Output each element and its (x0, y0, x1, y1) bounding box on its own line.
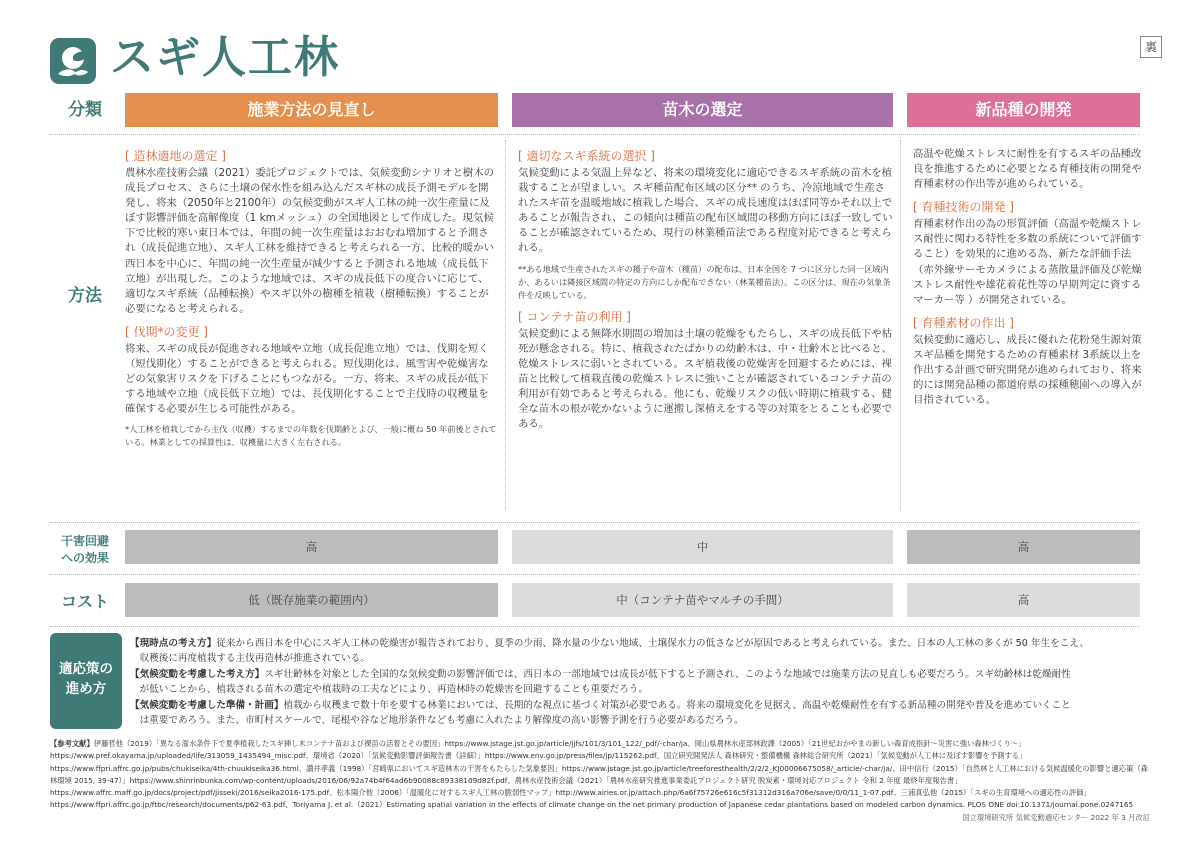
considered-text: スギ壮齢林を対象とした全国的な気候変動の影響評価では、西日本の一部地域では成長が低下すると予測され、このような地域では施業方法の見直しも必要だろう。スギ幼齢林は乾燥耐性 (264, 668, 1071, 680)
current-text-cont: 収穫後に再度植栽する主伐再造林が推進されている。 (139, 653, 370, 665)
cost-new-variety: 高 (907, 583, 1140, 617)
cost-silviculture: 低（既存施業の範囲内） (125, 583, 498, 617)
row-label-line: 干害回避 (60, 534, 109, 548)
side-badge: 裏 (1140, 36, 1162, 58)
leaf-icon (50, 38, 96, 84)
adaptation-label-line: 適応策の (59, 661, 113, 677)
references-text: 伊藤哲他（2019）「異なる潅水条件下で夏季植栽したスギ挿し木コンテナ苗および裸苗の活着とその要因」https://www.jstage.jst.go.jp/article/jjfs/101/3/101_122/_pdf/-char/ja、岡山県農林水産部林政課（2005）「21世紀おかやまの新しい森育成指針～災害に強い森林づくり～」https://www.pref.okayama.jp/uploaded/life/313059_1435494_misc.pdf、環境省（2020）「気候変動影響評価報告書（詳細）」https://www.env.go.jp/press/files/jp/115262.pdf、国立研究開発法人 森林研究・整備機構 森林総合研究所（2021）「気候変動が人工林に及ぼす影響を予測する」https://www.ffpri.affrc.go.jp/pubs/chukiseika/4th-chuukiseika36.html、讃井孝義（1998）「宮崎県においてスギ造林木の干害をもたらした気象要因」https://www.jstage.jst.go.jp/article/treeforesthealth/2/2/2_KJ00006675058/_article/-char/ja/、田中信行（2015）「自然林と人工林における気候温暖化の影響と適応策（森林環境 2015, 39-47）」https://www.shinrinbunka.com/wp-content/uploads/2016/06/92a74b4f64ad6b90088c89338109d82f.pdf、農林水産技術会議（2021）「農林水産研究推進事業委託プロジェクト研究 脱炭素・環境対応プロジェクト 令和 2 年度 最終年度報告書」https://www.affrc.maff.go.jp/docs/project/pdf/jisseki/2016/seika2016-175.pdf、松本陽介他（2006）「温暖化に対するスギ人工林の脆弱性マップ」http://www.airies.or.jp/attach.php/6a6f75726e616c5f31312d316a706e/save/0/0/11_1-07.pdf、三浦真弘他（2015）「スギの生育環境への適応性の評価」https://www.ffpri.affrc.go.jp/ftbc/research/documents/p62-63.pdf、Toriyama J. et al.（2021）Estimating spatial variation in the effects of climate change on the net primary production of Japanese cedar plantations based on modeled carbon dynamics. PLOS ONE doi:10.1371/journal.pone.0247165 (50, 739, 1148, 810)
section-heading: [ 適切なスギ系統の選択 ] (518, 149, 655, 163)
divider (50, 522, 1140, 523)
adaptation-label-line: 進め方 (65, 681, 107, 697)
footnote: **ある地域で生産されたスギの種子や苗木（種苗）の配布は、日本全国を 7 つに区分した同一区域内か、あるいは隣接区域間の特定の方向にしか配布できない（林業種苗法）。この区分は、現在の気象条件を反映している。 (518, 263, 891, 300)
category-new-variety: 新品種の開発 (907, 93, 1140, 127)
row-label-drought-effect (50, 533, 120, 567)
section-body: 育種素材作出の為の形質評価（高温や乾燥ストレス耐性に関わる特性を多数の系統について評価すること）を効果的に進める為、新たな評価手法（赤外線サーモカメラによる蒸散量評価及び乾燥ストレス耐性や雄花着花性等の早期判定に資するマーカー等 ）が開発されている。 (913, 218, 1142, 306)
page-title: スギ人工林 (110, 32, 340, 83)
section-body: 農林水産技術会議（2021）委託プロジェクトでは、気候変動シナリオと樹木の成長プロセス、さらに土壌の保水性を組み込んだスギ林の成長予測モデルを開発し、将来（2050年と2100年）の気候変動がスギ人工林の純一次生産量に及ぼす影響評価を高解像度（1 kmメッシュ）の全国地図として作成した。現気候下で比較的寒い東日本では、年間の純一次生産量はおおむね増加すると予測され（成長促進立地）、スギ人工林を維持できると考えられる一方、比較的暖かい西日本を中心に、年間の純一次生産量が減少すると予測される地域（成長低下立地）が出現した。このような地域では、スギの成長低下の度合いに応じて、適切なスギ系統（品種転換）やスギ以外の樹種を植栽（樹種転換）することが必要になると考えられる。 (125, 167, 495, 315)
section-body: 気候変動による気温上昇など、将来の環境変化に適応できるスギ系統の苗木を植栽することが望ましい。スギ種苗配布区域の区分** のうち、冷涼地域で生産されたスギ苗を温暖地域に植栽した場合、スギの成長速度はほぼ同等かそれ以上であることが報告され、この傾向は種苗の配布区域間の移動方向にほぼ一致していることが確認されているため、現行の林業種苗法である程度対応できると考えられる。 (518, 167, 893, 255)
section-body: 高温や乾燥ストレスに耐性を有するスギの品種改良を推進するために必要となる育種技術の開発や育種素材の作出等が進められている。 (913, 148, 1142, 191)
logo (50, 38, 96, 84)
plan-text: 植栽から収穫まで数十年を要する林業においては、長期的な視点に基づく対策が必要である。将来の環境変化を見据え、高温や乾燥耐性を有する新品種の開発や普及を進めていくこと (283, 699, 1071, 711)
adaptation-label (50, 633, 122, 729)
category-seedling: 苗木の選定 (512, 93, 893, 127)
references-label: 【参考文献】 (50, 739, 94, 748)
drought-effect-seedling: 中 (512, 530, 893, 564)
references (50, 738, 1150, 812)
section-body: 気候変動による無降水期間の増加は土壌の乾燥をもたらし、スギの成長低下や枯死が懸念される。特に、植栽されたばかりの幼齢木は、中・壮齢木と比べると、乾燥ストレスに弱いとされている。スギ植栽後の乾燥害を回避するためには、裸苗と比較して植栽直後の乾燥ストレスに強いことが確認されているコンテナ苗の利用が有効であると考えられる。他にも、乾燥リスクの低い時期に植栽する、健全な苗木の根が乾かないように運搬し深植えをする等の対策をとることも必要である。 (518, 327, 893, 431)
section-body: 気候変動に適応し、成長に優れた花粉発生源対策スギ品種を開発するための育種素材 3系統以上を作出する計画で研究開発が進められており、将来的には開発品種の都道府県の採種穂園への導入が目指されている。 (913, 333, 1142, 407)
drought-effect-silviculture: 高 (125, 530, 498, 564)
considered-text-cont: が低いことから、植栽される苗木の選定や植栽時の工夫などにより、再造林時の乾燥害を回避することも重要だろう。 (139, 684, 649, 696)
adaptation-text (130, 636, 1150, 728)
divider (50, 574, 1140, 575)
row-label-cost: コスト (60, 592, 109, 611)
plan-text-cont: は重要であろう。また、市町村スケールで、尾根や谷など地形条件なども考慮に入れたより解像度の高い影響予測を行う必要があるだろう。 (139, 715, 744, 727)
row-label-classification: 分類 (68, 100, 102, 120)
section-heading: [ 造林適地の選定 ] (125, 149, 226, 163)
current-label: 【現時点の考え方】 (130, 638, 217, 649)
row-label-line: への効果 (60, 551, 109, 565)
plan-label: 【気候変動を考慮した準備・計画】 (130, 699, 284, 711)
section-body: 将来、スギの成長が促進される地域や立地（成長促進立地）では、伐期を短く（短伐期化）することができると考えられる。短伐期化は、風雪害や乾燥害などの気象害リスクを下げることにもつながる。一方、将来、スギの成長が低下する地域や立地（成長低下立地）では、長伐期化することで主伐時の収穫量を確保する必要が生じる可能性がある。 (125, 342, 489, 416)
section-heading: [ 育種素材の作出 ] (913, 315, 1014, 330)
section-heading: [ 伐期*の変更 ] (125, 324, 208, 339)
current-text: 従来から西日本を中心にスギ人工林の乾燥害が報告されており、夏季の少雨、降水量の少ない地域、土壌保水力の低さなどが原因であると考えられている。また、日本の人工林の多くが 50 年生をこえ、 (216, 638, 1090, 649)
method-column-new-variety (913, 147, 1142, 414)
section-heading: [ 育種技術の開発 ] (913, 200, 1014, 215)
method-column-silviculture (125, 147, 498, 449)
section-heading: [ コンテナ苗の利用 ] (518, 309, 631, 324)
footnote: *人工林を植栽してから主伐（収穫）するまでの年数を伐期齢とよび、一般に概ね 50 年前後とされている。林業としての採算性は、収穫量に大きく左右される。 (125, 424, 497, 448)
category-silviculture: 施業方法の見直し (125, 93, 498, 127)
cost-seedling: 中（コンテナ苗やマルチの手間） (512, 583, 893, 617)
row-label-method: 方法 (68, 286, 102, 306)
column-divider (505, 140, 506, 510)
divider (50, 626, 1140, 627)
drought-effect-new-variety: 高 (907, 530, 1140, 564)
considered-label: 【気候変動を考慮した考え方】 (130, 668, 265, 680)
column-divider (900, 140, 901, 510)
footer-credit: 国立環境研究所 気候変動適応センター 2022 年 3 月改訂 (962, 813, 1150, 822)
method-column-seedling (518, 147, 895, 438)
divider (50, 134, 1140, 135)
